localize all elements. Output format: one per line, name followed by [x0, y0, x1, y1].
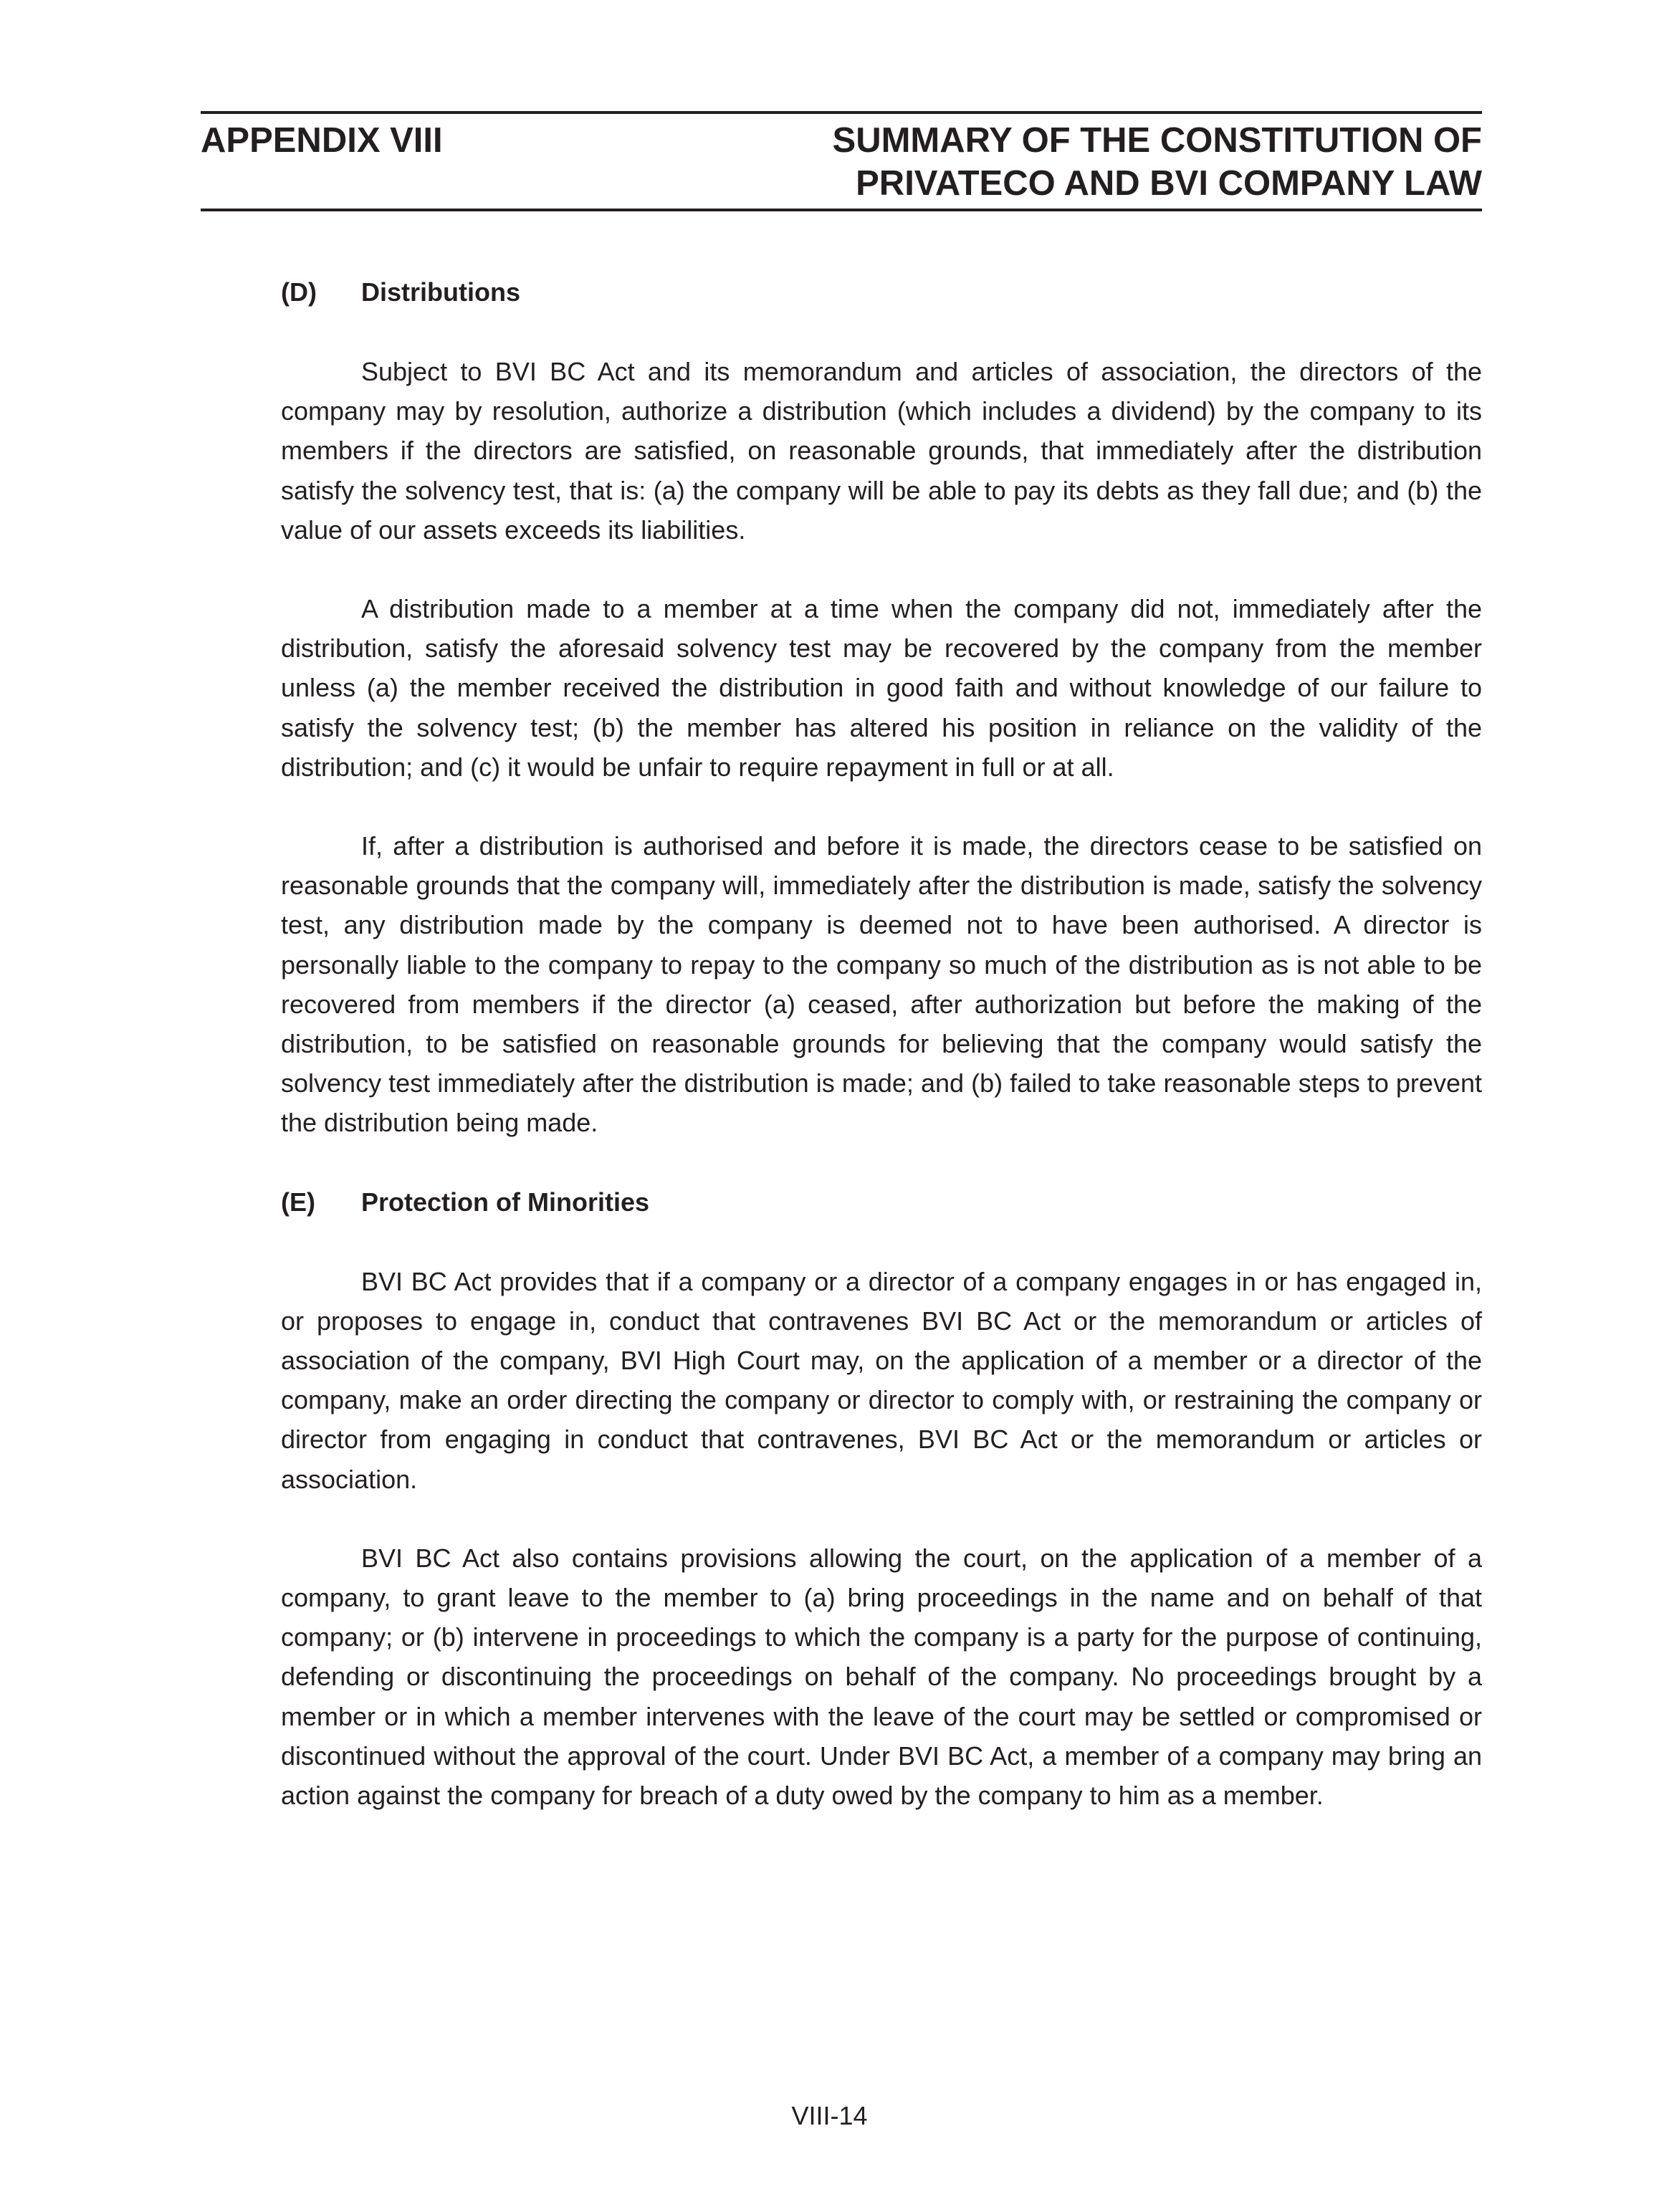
header-top-rule	[201, 111, 1482, 114]
header-bottom-rule	[201, 209, 1482, 211]
page-title	[833, 119, 1482, 205]
section-letter: (E)	[281, 1187, 315, 1217]
page-title-line-1: SUMMARY OF THE CONSTITUTION OF	[832, 121, 1482, 160]
appendix-label: APPENDIX VIII	[201, 121, 443, 160]
page-number: VIII-14	[791, 2101, 868, 2130]
body-paragraph: If, after a distribution is authorised and before it is made, the directors cease to be satisfied on reasonable grounds that the company will, immediately after the distribution is made, satisfy the solvency test, any distribution made by the company is deemed not to have been authorised. A director is personally liable to the company to repay to the company so much of the distribution as is not able to be recovered from members if the director (a) ceased, after authorization but before the making of the distribution, to be satisfied on reasonable grounds for believing that the company would satisfy the solvency test immediately after the distribution is made; and (b) failed to take reasonable steps to prevent the distribution being made.	[281, 831, 1482, 1138]
section-heading-protection-of-minorities	[281, 1182, 1482, 1222]
body-paragraph: BVI BC Act provides that if a company or a director of a company engages in or has engaged in, or proposes to engage in, conduct that contravenes BVI BC Act or the memorandum or articles of association of the company, BVI High Court may, on the application of a member or a director of the company, make an order directing the company or director to comply with, or restraining the company or director from engaging in conduct that contravenes, BVI BC Act or the memorandum or articles or association.	[281, 1266, 1482, 1494]
section-title: Protection of Minorities	[361, 1187, 650, 1217]
document-body	[281, 272, 1482, 1854]
section-heading-distributions	[281, 272, 1482, 312]
body-paragraph: Subject to BVI BC Act and its memorandum and articles of association, the directors of the company may by resolution, authorize a distribution (which includes a dividend) by the company to its members if the directors are satisfied, on reasonable grounds, that immediately after the distribution satisfy the solvency test, that is: (a) the company will be able to pay its debts as they fall due; and (b) the value of our assets exceeds its liabilities.	[281, 357, 1482, 545]
section-title: Distributions	[361, 277, 520, 307]
section-letter: (D)	[281, 277, 317, 307]
page-title-line-2: PRIVATECO AND BVI COMPANY LAW	[856, 164, 1482, 203]
body-paragraph: A distribution made to a member at a time when the company did not, immediately after the distribution, satisfy the aforesaid solvency test may be recovered by the company from the member unless (a) the member received the distribution in good faith and without knowledge of our failure to satisfy the solvency test; (b) the member has altered his position in reliance on the validity of the distribution; and (c) it would be unfair to require repayment in full or at all.	[281, 594, 1482, 782]
body-paragraph: BVI BC Act also contains provisions allowing the court, on the application of a member of a company, to grant leave to the member to (a) bring proceedings in the name and on behalf of that company; or (b) intervene in proceedings to which the company is a party for the purpose of continuing, defending or discontinuing the proceedings on behalf of the company. No proceedings brought by a member or in which a member intervenes with the leave of the court may be settled or compromised or discontinued without the approval of the court. Under BVI BC Act, a member of a company may bring an action against the company for breach of a duty owed by the company to him as a member.	[281, 1543, 1482, 1811]
